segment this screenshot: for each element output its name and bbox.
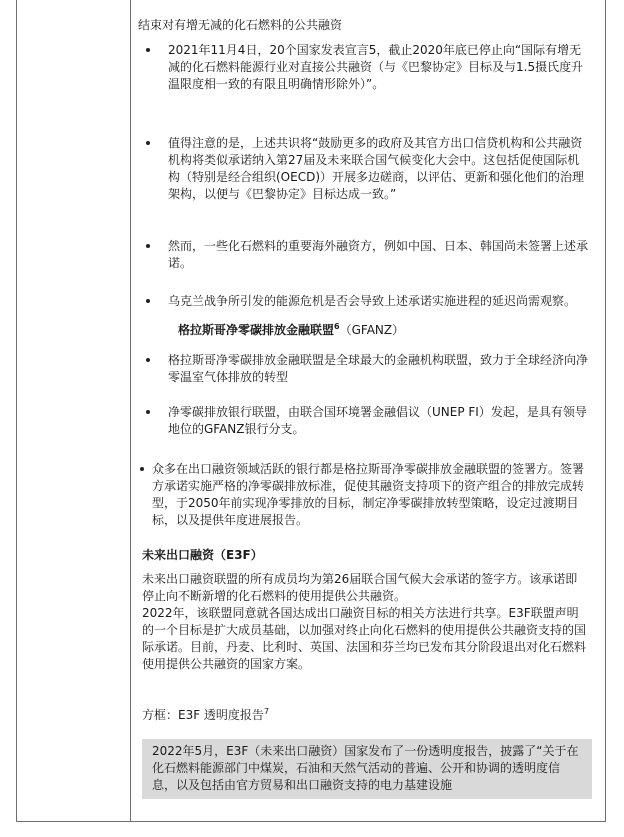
column-divider bbox=[130, 0, 131, 822]
e3f-paragraph-2: 2022年，该联盟同意就各国达成出口融资目标的相关方法进行共享。E3F联盟声明的一个目标是扩大成员基础，以加强对终止向化石燃料的使用提供公共融资支持的国际承诺。目前，丹麦、比利时、英国、法国和芬兰均已发布其分阶段退出对化石燃料使用提供公共融资的国家方案。 bbox=[142, 606, 587, 671]
bullet-text: 然而，一些化石燃料的重要海外融资方，例如中国、日本、韩国尚未签署上述承诺。 bbox=[168, 239, 589, 270]
footnote-ref: 7 bbox=[263, 707, 270, 716]
e3f-paragraph-1: 未来出口融资联盟的所有成员均为第26届联合国气候大会承诺的签字方。该承诺即停止向不断新增的化石燃料的使用提供公共融资。 bbox=[142, 572, 578, 603]
bullet-text: 2021年11月4日，20个国家发表宣言5，截止2020年底已停止向“国际有增无减的化石燃料能源行业对直接公共融资（与《巴黎协定》目标及与1.5摄氏度升温限度相一致的有限且明确情形除外）”。 bbox=[168, 43, 584, 91]
bullet-icon bbox=[146, 141, 150, 145]
box-text: 2022年5月，E3F（未来出口融资）国家发布了一份透明度报告，披露了“关于在化石燃料能源部门中煤炭，石油和天然气活动的普遍、公开和协调的透明度信息，以及包括由官方贸易和出口融资支持的电力基建设施 bbox=[152, 744, 579, 792]
bullet-icon bbox=[146, 358, 150, 362]
e3f-heading: 未来出口融资（E3F） bbox=[142, 548, 263, 562]
footnote-ref: 6 bbox=[334, 322, 340, 331]
bullet-text: 众多在出口融资领域活跃的银行都是格拉斯哥净零碳排放金融联盟的签署方。签署方承诺实施严格的净零碳排放标准，促使其融资支持项下的资产组合的排放完成转型，于2050年前实现净零排放的目标，制定净零碳排放转型策略，设定过渡期目标，以及提供年度进展报告。 bbox=[152, 462, 585, 527]
bullet-text: 乌克兰战争所引发的能源危机是否会导致上述承诺实施进程的延迟尚需观察。 bbox=[168, 294, 577, 308]
section-title: 结束对有增无减的化石燃料的公共融资 bbox=[138, 18, 343, 32]
bullet-text: 净零碳排放银行联盟，由联合国环境署金融倡议（UNEP FI）发起，是具有领导地位的GFANZ银行分支。 bbox=[168, 405, 587, 436]
bullet-icon bbox=[146, 244, 150, 248]
bullet-icon bbox=[146, 48, 150, 52]
bullet-icon bbox=[146, 410, 150, 414]
box-label: 方框：E3F 透明度报告$^7$ bbox=[142, 707, 270, 722]
gfanz-heading: 格拉斯哥净零碳排放金融联盟$^6$（GFANZ） bbox=[178, 322, 405, 337]
bullet-icon bbox=[140, 467, 144, 471]
bullet-text: 值得注意的是，上述共识将“鼓励更多的政府及其官方出口信贷机构和公共融资机构将类似承诺纳入第27届及未来联合国气候变化大会中。这包括促使国际机构（特别是经合组织(OECD)）开展多边磋商，以评估、更新和强化他们的治理架构，以便与《巴黎协定》目标达成一致。” bbox=[168, 136, 585, 201]
bullet-icon bbox=[146, 299, 150, 303]
bullet-text: 格拉斯哥净零碳排放金融联盟是全球最大的金融机构联盟，致力于全球经济向净零温室气体排放的转型 bbox=[168, 353, 589, 384]
